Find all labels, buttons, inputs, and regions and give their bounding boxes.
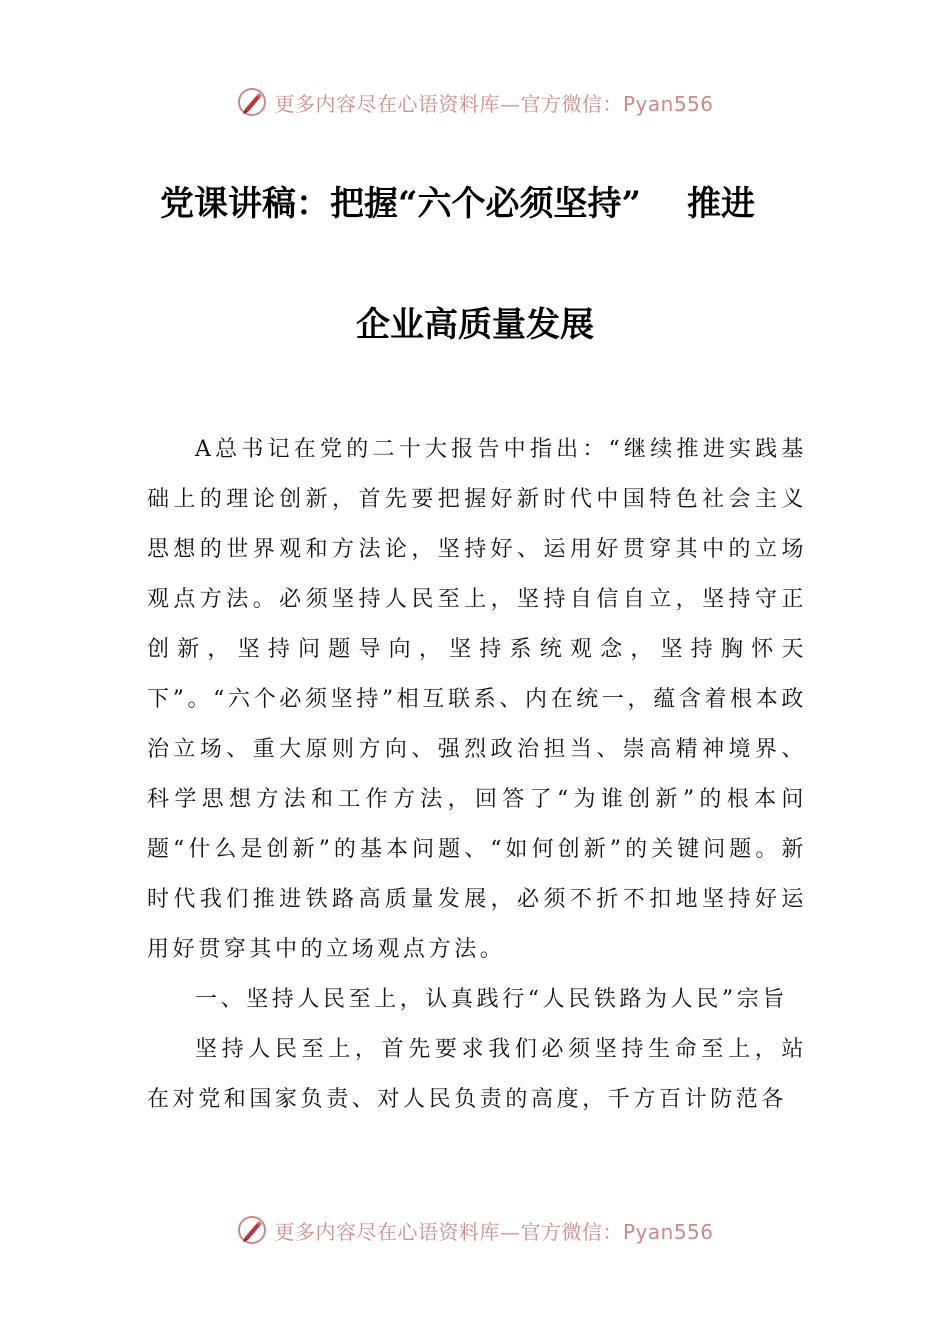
watermark-text: 更多内容尽在心语资料库—官方微信：Pyan556	[274, 91, 714, 116]
document-body	[147, 425, 807, 1125]
document-title-line-2: 企业高质量发展	[356, 305, 594, 345]
section-heading: 一、坚持人民至上，认真践行“人民铁路为人民”宗旨	[195, 987, 788, 1012]
watermark-footer	[0, 1210, 950, 1250]
body-paragraph: A总书记在党的二十大报告中指出：“继续推进实践基础上的理论创新，首先要把握好新时代中国特色社会主义思想的世界观和方法论，坚持好、运用好贯穿其中的立场观点方法。必须坚持人民至上，坚持自信自立，坚持守正创新，坚持问题导向，坚持系统观念，坚持胸怀天下”。“六个必须坚持”相互联系、内在统一，蕴含着根本政治立场、重大原则方向、强烈政治担当、崇高精神境界、科学思想方法和工作方法，回答了“为谁创新”的根本问题“什么是创新”的基本问题、“如何创新”的关键问题。新时代我们推进铁路高质量发展，必须不折不扣地坚持好运用好贯穿其中的立场观点方法。	[147, 437, 807, 962]
watermark-text: 更多内容尽在心语资料库—官方微信：Pyan556	[274, 1219, 714, 1244]
pen-logo-icon	[236, 86, 268, 118]
document-title-line-1: 党课讲稿：把握“六个必须坚持” 推进	[160, 184, 755, 224]
body-paragraph: 坚持人民至上，首先要求我们必须坚持生命至上，站在对党和国家负责、对人民负责的高度，千方百计防范各	[147, 1037, 807, 1112]
pen-logo-icon	[236, 1214, 268, 1246]
watermark-header	[0, 82, 950, 122]
